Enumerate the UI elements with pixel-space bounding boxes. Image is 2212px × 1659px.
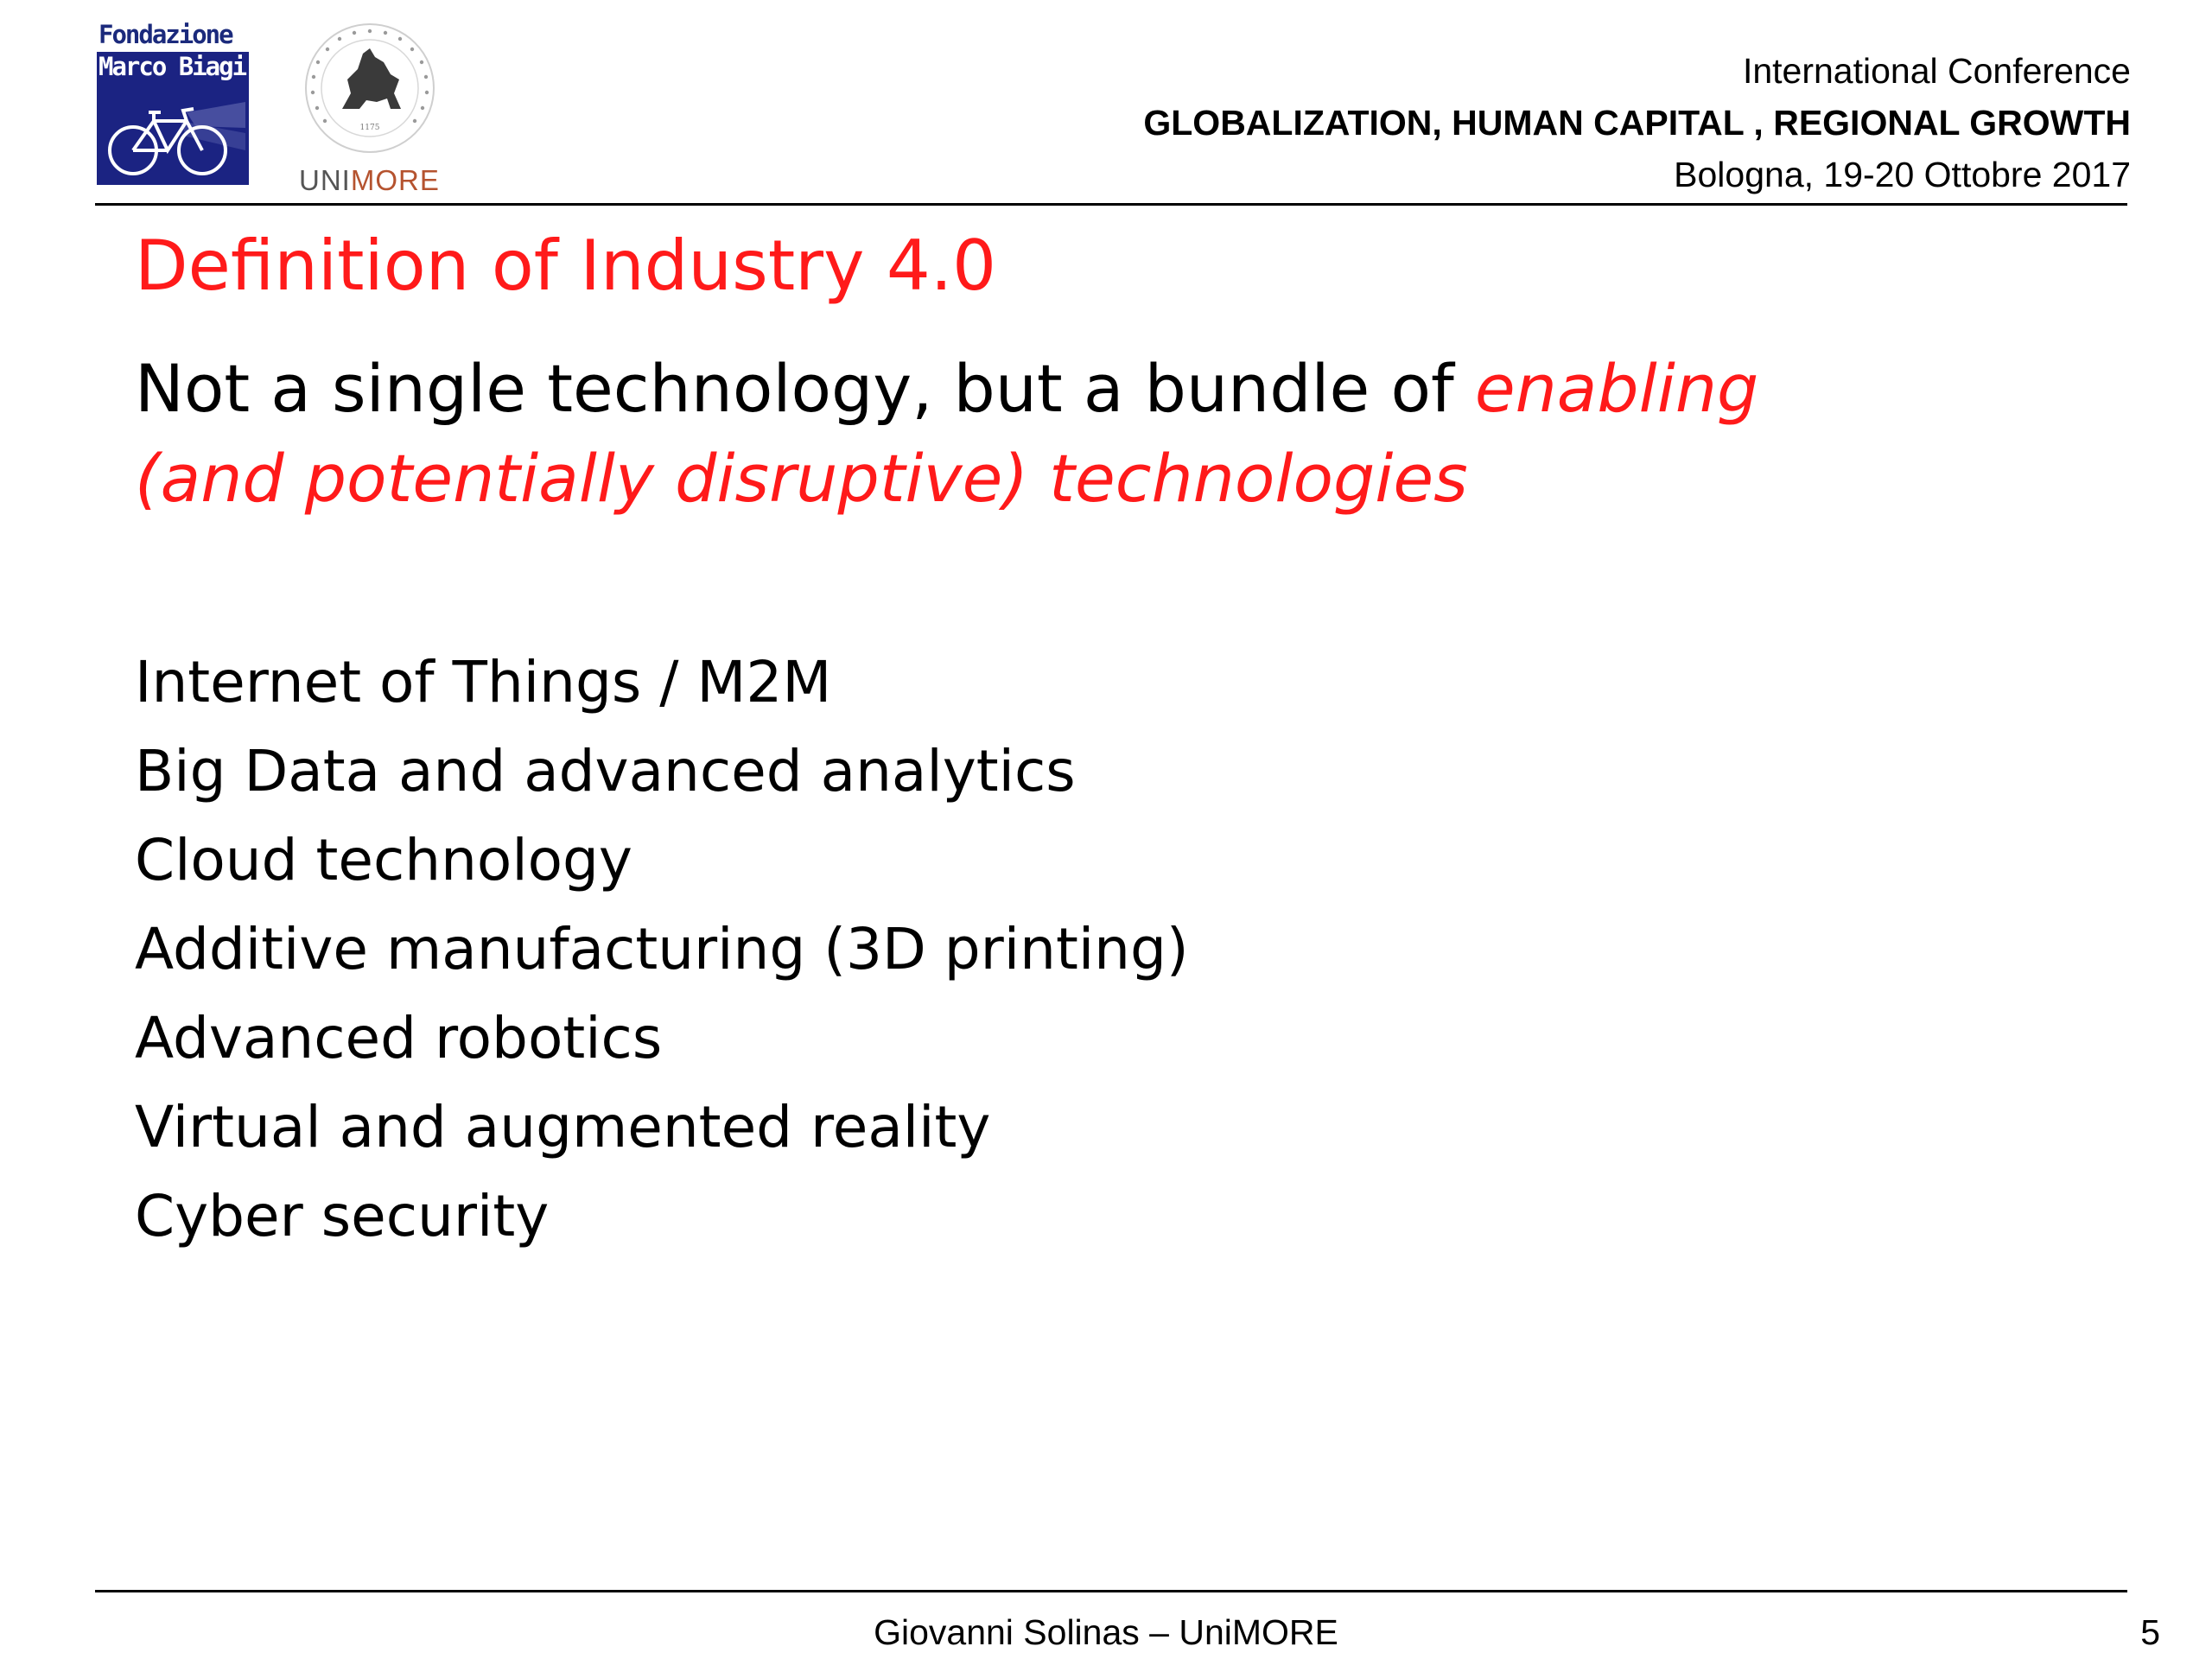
conference-place-date: Bologna, 19-20 Ottobre 2017 [1674,155,2131,194]
list-item: Virtual and augmented reality [135,1094,991,1160]
fondazione-logo-box [97,52,249,185]
subtitle-line1 [135,344,1758,434]
unimore-wordmark [299,164,440,197]
list-item: Big Data and advanced analytics [135,738,1076,804]
list-item: Additive manufacturing (3D printing) [135,916,1189,982]
subtitle-emphasis-1: enabling [1474,350,1759,427]
list-item: Cyber security [135,1183,550,1249]
footer-author: Giovanni Solinas – UniMORE [874,1612,1338,1652]
list-item: Internet of Things / M2M [135,649,832,715]
unimore-logo [294,19,449,197]
fondazione-logo-line1: Fondazione [99,20,232,49]
unimore-suffix: MORE [350,164,440,196]
subtitle-emphasis-2: (and potentially disruptive) technologies [135,440,1468,517]
page-number: 5 [2140,1612,2160,1652]
footer-divider [95,1590,2127,1592]
conference-header [1143,45,2131,200]
conference-line1: International Conference [1742,51,2131,91]
bicycle-icon [100,86,245,183]
conference-title: GLOBALIZATION, HUMAN CAPITAL , REGIONAL GROWTH [1143,103,2131,143]
list-item: Advanced robotics [135,1005,663,1071]
subtitle-plain-text: Not a single technology, but a bundle of [135,350,1475,427]
fondazione-logo-line2: Marco Biagi [99,52,246,81]
unimore-prefix: UNI [299,164,351,196]
technology-list [135,638,1189,1261]
university-seal-icon [301,19,439,157]
list-item: Cloud technology [135,827,632,893]
fondazione-marco-biagi-logo [97,21,251,183]
slide-subtitle [135,344,1758,524]
header-divider [95,203,2127,206]
svg-text:1175: 1175 [359,124,380,132]
slide-title: Definition of Industry 4.0 [135,226,997,306]
